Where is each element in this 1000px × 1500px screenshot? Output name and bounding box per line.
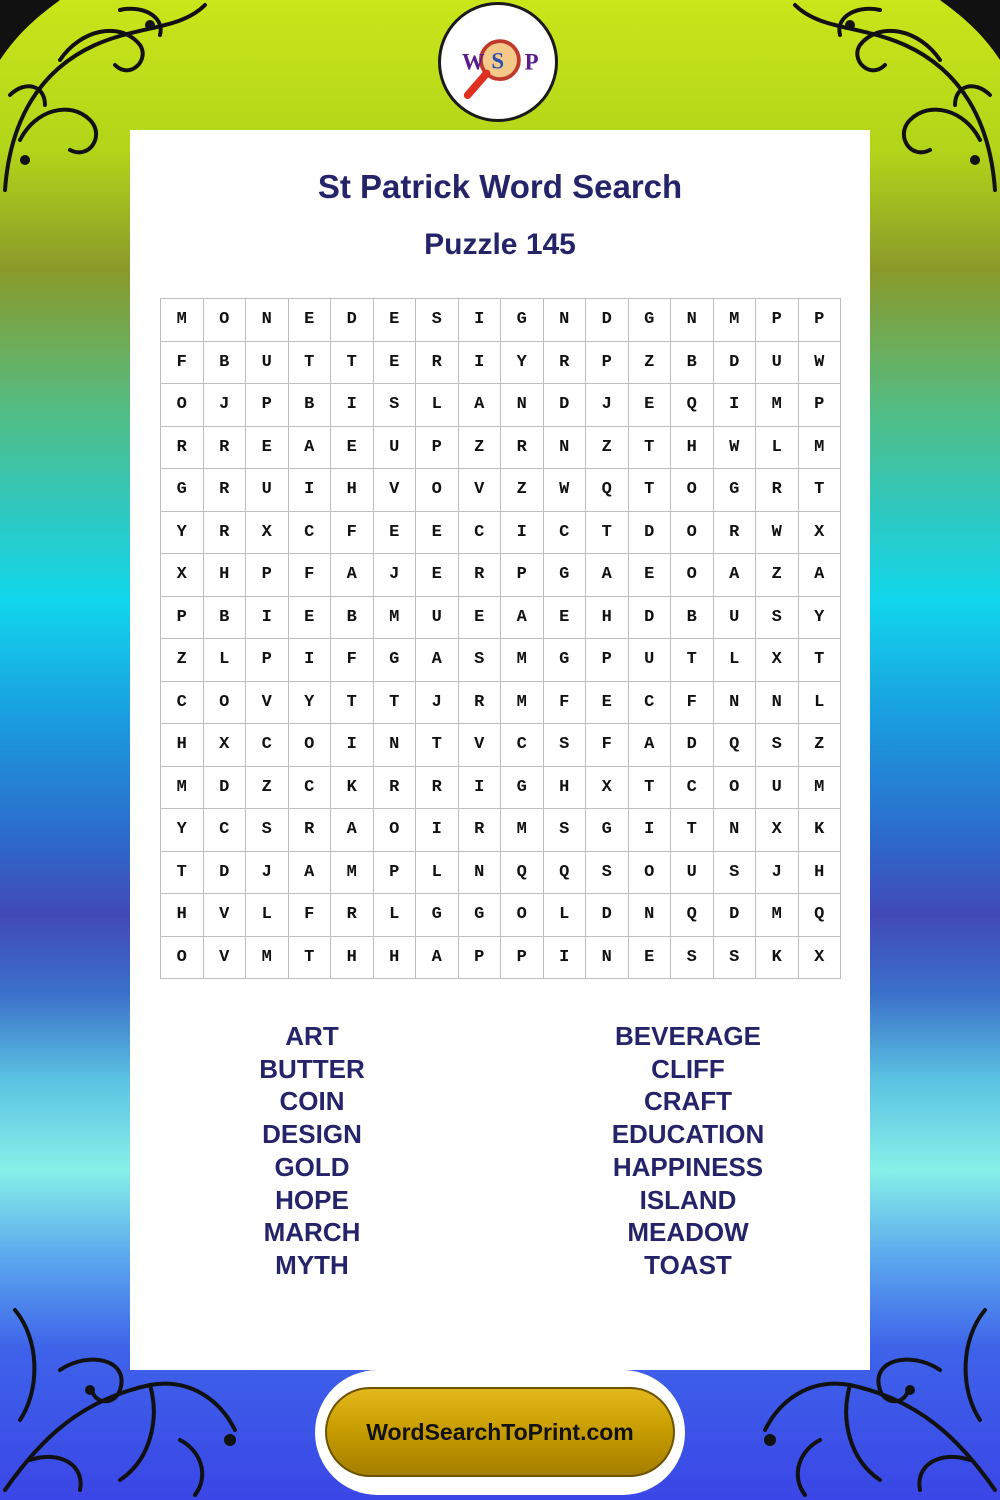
grid-cell[interactable]: L [204, 639, 247, 682]
word-list-left-column [162, 1020, 462, 1282]
grid-cell[interactable]: Q [586, 469, 629, 512]
grid-cell[interactable]: Y [799, 597, 842, 640]
grid-cell[interactable]: X [204, 724, 247, 767]
grid-cell[interactable]: O [289, 724, 332, 767]
grid-cell[interactable]: M [756, 384, 799, 427]
word-list-item: ISLAND [639, 1184, 737, 1215]
grid-cell[interactable]: K [799, 809, 842, 852]
grid-cell[interactable]: P [586, 342, 629, 385]
puzzle-number: Puzzle 145 [424, 228, 576, 261]
grid-cell[interactable]: S [714, 852, 757, 895]
grid-cell[interactable]: Z [799, 724, 842, 767]
grid-cell[interactable]: N [459, 852, 502, 895]
grid-cell[interactable]: U [756, 767, 799, 810]
grid-cell[interactable]: R [416, 767, 459, 810]
grid-cell[interactable]: E [289, 299, 332, 342]
grid-cell[interactable]: A [799, 554, 842, 597]
grid-cell[interactable]: T [374, 682, 417, 725]
grid-cell[interactable]: V [204, 894, 247, 937]
grid-cell[interactable]: L [544, 894, 587, 937]
grid-cell[interactable]: A [289, 427, 332, 470]
grid-cell[interactable]: N [714, 682, 757, 725]
grid-cell[interactable]: P [586, 639, 629, 682]
grid-cell[interactable]: V [204, 937, 247, 980]
grid-cell[interactable]: U [246, 342, 289, 385]
grid-cell[interactable]: D [629, 597, 672, 640]
word-list-item: GOLD [274, 1151, 350, 1182]
grid-cell[interactable]: H [799, 852, 842, 895]
grid-cell[interactable]: Q [501, 852, 544, 895]
word-list-item: HAPPINESS [612, 1151, 764, 1182]
grid-cell[interactable]: A [416, 937, 459, 980]
grid-cell[interactable]: S [756, 597, 799, 640]
grid-cell[interactable]: R [204, 512, 247, 555]
grid-cell[interactable]: M [756, 894, 799, 937]
grid-cell[interactable]: O [714, 767, 757, 810]
grid-cell[interactable]: E [629, 384, 672, 427]
grid-cell[interactable]: I [289, 469, 332, 512]
grid-cell[interactable]: A [331, 554, 374, 597]
grid-cell[interactable]: Y [161, 809, 204, 852]
grid-cell[interactable]: A [331, 809, 374, 852]
grid-cell[interactable]: R [714, 512, 757, 555]
grid-cell[interactable]: O [204, 682, 247, 725]
grid-cell[interactable]: T [331, 342, 374, 385]
grid-cell[interactable]: N [246, 299, 289, 342]
grid-cell[interactable]: H [331, 469, 374, 512]
grid-cell[interactable]: Y [501, 342, 544, 385]
grid-cell[interactable]: S [246, 809, 289, 852]
grid-cell[interactable]: M [246, 937, 289, 980]
grid-cell[interactable]: P [501, 554, 544, 597]
grid-cell[interactable]: V [374, 469, 417, 512]
grid-cell[interactable]: T [586, 512, 629, 555]
grid-cell[interactable]: U [756, 342, 799, 385]
grid-cell[interactable]: C [501, 724, 544, 767]
grid-cell[interactable]: R [459, 809, 502, 852]
grid-cell[interactable]: P [799, 299, 842, 342]
grid-cell[interactable]: I [331, 724, 374, 767]
grid-cell[interactable]: J [756, 852, 799, 895]
grid-cell[interactable]: L [714, 639, 757, 682]
grid-cell[interactable]: S [416, 299, 459, 342]
grid-cell[interactable]: T [331, 682, 374, 725]
grid-cell[interactable]: T [289, 937, 332, 980]
grid-cell[interactable]: W [714, 427, 757, 470]
grid-cell[interactable]: E [374, 512, 417, 555]
grid-cell[interactable]: Z [756, 554, 799, 597]
grid-cell[interactable]: M [799, 767, 842, 810]
grid-cell[interactable]: X [756, 809, 799, 852]
grid-cell[interactable]: U [629, 639, 672, 682]
grid-cell[interactable]: B [671, 342, 714, 385]
grid-cell[interactable]: N [501, 384, 544, 427]
grid-cell[interactable]: U [714, 597, 757, 640]
grid-cell[interactable]: E [246, 427, 289, 470]
grid-cell[interactable]: A [289, 852, 332, 895]
grid-cell[interactable]: B [204, 597, 247, 640]
grid-cell[interactable]: E [629, 937, 672, 980]
grid-cell[interactable]: G [459, 894, 502, 937]
grid-cell[interactable]: G [714, 469, 757, 512]
grid-cell[interactable]: O [671, 469, 714, 512]
grid-cell[interactable]: D [714, 342, 757, 385]
grid-cell[interactable]: D [586, 299, 629, 342]
grid-cell[interactable]: G [544, 554, 587, 597]
grid-cell[interactable]: A [501, 597, 544, 640]
grid-cell[interactable]: I [629, 809, 672, 852]
grid-cell[interactable]: I [246, 597, 289, 640]
grid-cell[interactable]: P [501, 937, 544, 980]
grid-cell[interactable]: E [544, 597, 587, 640]
grid-cell[interactable]: N [544, 299, 587, 342]
grid-cell[interactable]: C [161, 682, 204, 725]
grid-cell[interactable]: J [586, 384, 629, 427]
grid-cell[interactable]: R [161, 427, 204, 470]
grid-cell[interactable]: Q [714, 724, 757, 767]
grid-cell[interactable]: Q [671, 384, 714, 427]
grid-cell[interactable]: C [459, 512, 502, 555]
grid-cell[interactable]: X [799, 937, 842, 980]
grid-cell[interactable]: J [246, 852, 289, 895]
grid-cell[interactable]: H [544, 767, 587, 810]
grid-cell[interactable]: G [374, 639, 417, 682]
grid-cell[interactable]: O [671, 554, 714, 597]
grid-cell[interactable]: J [416, 682, 459, 725]
grid-cell[interactable]: I [714, 384, 757, 427]
grid-cell[interactable]: I [416, 809, 459, 852]
grid-cell[interactable]: J [374, 554, 417, 597]
grid-cell[interactable]: T [671, 809, 714, 852]
grid-cell[interactable]: B [204, 342, 247, 385]
grid-cell[interactable]: H [161, 894, 204, 937]
grid-cell[interactable]: D [629, 512, 672, 555]
word-list-right-column [538, 1020, 838, 1282]
grid-cell[interactable]: P [161, 597, 204, 640]
grid-cell[interactable]: F [289, 894, 332, 937]
grid-cell[interactable]: P [756, 299, 799, 342]
grid-cell[interactable]: O [374, 809, 417, 852]
grid-cell[interactable]: X [799, 512, 842, 555]
logo-letter-p: P [524, 49, 539, 75]
grid-cell[interactable]: G [629, 299, 672, 342]
grid-cell[interactable]: X [586, 767, 629, 810]
grid-cell[interactable]: R [204, 427, 247, 470]
grid-cell[interactable]: E [289, 597, 332, 640]
grid-cell[interactable]: V [459, 724, 502, 767]
grid-cell[interactable]: E [374, 342, 417, 385]
grid-cell[interactable]: I [459, 342, 502, 385]
grid-cell[interactable]: I [544, 937, 587, 980]
grid-cell[interactable]: A [629, 724, 672, 767]
grid-cell[interactable]: G [416, 894, 459, 937]
grid-cell[interactable]: W [756, 512, 799, 555]
grid-cell[interactable]: H [671, 427, 714, 470]
grid-cell[interactable]: O [416, 469, 459, 512]
grid-cell[interactable]: J [204, 384, 247, 427]
grid-cell[interactable]: D [204, 767, 247, 810]
word-list-item: CLIFF [651, 1053, 725, 1084]
grid-cell[interactable]: N [756, 682, 799, 725]
grid-cell[interactable]: X [161, 554, 204, 597]
word-list-item: MARCH [263, 1217, 361, 1248]
word-list-item: MYTH [275, 1249, 349, 1280]
grid-cell[interactable]: Z [161, 639, 204, 682]
grid-cell[interactable]: H [204, 554, 247, 597]
grid-cell[interactable]: T [799, 639, 842, 682]
grid-cell[interactable]: G [161, 469, 204, 512]
grid-cell[interactable]: N [374, 724, 417, 767]
grid-cell[interactable]: C [246, 724, 289, 767]
word-list-item: BEVERAGE [615, 1021, 761, 1051]
grid-cell[interactable]: H [161, 724, 204, 767]
grid-cell[interactable]: E [331, 427, 374, 470]
grid-cell[interactable]: E [416, 554, 459, 597]
grid-cell[interactable]: K [756, 937, 799, 980]
grid-cell[interactable]: L [416, 384, 459, 427]
grid-cell[interactable]: H [331, 937, 374, 980]
letter-grid [160, 298, 841, 979]
grid-cell[interactable]: F [331, 639, 374, 682]
grid-cell[interactable]: C [544, 512, 587, 555]
grid-cell[interactable]: I [331, 384, 374, 427]
grid-cell[interactable]: D [544, 384, 587, 427]
grid-cell[interactable]: A [586, 554, 629, 597]
grid-cell[interactable]: R [459, 682, 502, 725]
page-title: St Patrick Word Search [317, 168, 683, 205]
grid-cell[interactable]: C [289, 767, 332, 810]
grid-cell[interactable]: M [799, 427, 842, 470]
grid-cell[interactable]: F [289, 554, 332, 597]
grid-cell[interactable]: V [246, 682, 289, 725]
grid-cell[interactable]: T [416, 724, 459, 767]
grid-cell[interactable]: B [671, 597, 714, 640]
grid-cell[interactable]: S [459, 639, 502, 682]
grid-cell[interactable]: M [161, 767, 204, 810]
word-list-item: CRAFT [643, 1086, 733, 1117]
grid-cell[interactable]: N [544, 427, 587, 470]
grid-cell[interactable]: N [671, 299, 714, 342]
word-list-item: COIN [279, 1086, 345, 1117]
grid-cell[interactable]: L [246, 894, 289, 937]
grid-cell[interactable]: R [289, 809, 332, 852]
grid-cell[interactable]: P [374, 852, 417, 895]
grid-cell[interactable]: F [671, 682, 714, 725]
grid-cell[interactable]: S [544, 724, 587, 767]
grid-cell[interactable]: P [246, 554, 289, 597]
word-list-item: TOAST [644, 1249, 732, 1280]
logo-letter-s: S [491, 48, 505, 74]
grid-cell[interactable]: L [799, 682, 842, 725]
grid-cell[interactable]: O [204, 299, 247, 342]
grid-cell[interactable]: N [629, 894, 672, 937]
grid-cell[interactable]: C [289, 512, 332, 555]
grid-cell[interactable]: Y [289, 682, 332, 725]
grid-cell[interactable]: M [331, 852, 374, 895]
grid-cell[interactable]: D [671, 724, 714, 767]
grid-cell[interactable]: A [459, 384, 502, 427]
grid-cell[interactable]: E [374, 299, 417, 342]
grid-cell[interactable]: X [756, 639, 799, 682]
grid-cell[interactable]: D [204, 852, 247, 895]
grid-cell[interactable]: P [459, 937, 502, 980]
grid-cell[interactable]: R [756, 469, 799, 512]
grid-cell[interactable]: M [714, 299, 757, 342]
word-list-item: ART [285, 1021, 339, 1051]
logo-letter-w: W [461, 49, 485, 75]
grid-cell[interactable]: R [204, 469, 247, 512]
grid-cell[interactable]: D [586, 894, 629, 937]
grid-cell[interactable]: I [459, 767, 502, 810]
grid-cell[interactable]: C [629, 682, 672, 725]
grid-cell[interactable]: B [289, 384, 332, 427]
grid-cell[interactable]: A [416, 639, 459, 682]
grid-cell[interactable]: Q [671, 894, 714, 937]
grid-cell[interactable]: R [416, 342, 459, 385]
grid-cell[interactable]: H [586, 597, 629, 640]
grid-cell[interactable]: I [289, 639, 332, 682]
grid-cell[interactable]: R [544, 342, 587, 385]
grid-cell[interactable]: T [799, 469, 842, 512]
grid-cell[interactable]: E [586, 682, 629, 725]
site-logo[interactable] [438, 2, 558, 122]
grid-cell[interactable]: S [714, 937, 757, 980]
grid-cell[interactable]: T [629, 427, 672, 470]
grid-cell[interactable]: R [331, 894, 374, 937]
grid-cell[interactable]: R [459, 554, 502, 597]
grid-cell[interactable]: E [629, 554, 672, 597]
grid-cell[interactable]: T [629, 767, 672, 810]
grid-cell[interactable]: O [629, 852, 672, 895]
grid-cell[interactable]: E [459, 597, 502, 640]
grid-cell[interactable]: D [331, 299, 374, 342]
grid-cell[interactable]: S [544, 809, 587, 852]
grid-cell[interactable]: Z [459, 427, 502, 470]
grid-cell[interactable]: L [756, 427, 799, 470]
grid-cell[interactable]: F [331, 512, 374, 555]
grid-cell[interactable]: B [331, 597, 374, 640]
grid-cell[interactable]: Q [799, 894, 842, 937]
grid-cell[interactable]: M [501, 639, 544, 682]
grid-cell[interactable]: O [161, 384, 204, 427]
grid-cell[interactable]: P [246, 384, 289, 427]
grid-cell[interactable]: E [416, 512, 459, 555]
grid-cell[interactable]: P [416, 427, 459, 470]
grid-cell[interactable]: C [204, 809, 247, 852]
grid-cell[interactable]: V [459, 469, 502, 512]
word-list-item: BUTTER [259, 1053, 365, 1084]
grid-cell[interactable]: T [289, 342, 332, 385]
grid-cell[interactable]: U [416, 597, 459, 640]
grid-cell[interactable]: G [586, 809, 629, 852]
grid-cell[interactable]: U [374, 427, 417, 470]
grid-cell[interactable]: R [374, 767, 417, 810]
grid-cell[interactable]: Q [544, 852, 587, 895]
grid-cell[interactable]: N [586, 937, 629, 980]
grid-cell[interactable]: Z [501, 469, 544, 512]
grid-cell[interactable]: U [671, 852, 714, 895]
grid-cell[interactable]: S [586, 852, 629, 895]
grid-cell[interactable]: T [629, 469, 672, 512]
grid-cell[interactable]: G [501, 299, 544, 342]
website-link-button[interactable]: WordSearchToPrint.com [325, 1387, 675, 1477]
magnifier-logo-icon [441, 5, 555, 119]
grid-cell[interactable]: G [501, 767, 544, 810]
grid-cell[interactable]: F [161, 342, 204, 385]
grid-cell[interactable]: D [714, 894, 757, 937]
grid-cell[interactable]: Z [246, 767, 289, 810]
grid-cell[interactable]: P [246, 639, 289, 682]
grid-cell[interactable]: A [714, 554, 757, 597]
grid-cell[interactable]: Z [586, 427, 629, 470]
grid-cell[interactable]: S [756, 724, 799, 767]
grid-cell[interactable]: K [331, 767, 374, 810]
grid-cell[interactable]: R [501, 427, 544, 470]
grid-cell[interactable]: O [161, 937, 204, 980]
grid-cell[interactable]: M [501, 809, 544, 852]
grid-cell[interactable]: P [799, 384, 842, 427]
footer-pill [315, 1370, 685, 1495]
grid-cell[interactable]: M [374, 597, 417, 640]
grid-cell[interactable]: F [544, 682, 587, 725]
grid-cell[interactable]: G [544, 639, 587, 682]
grid-cell[interactable]: M [161, 299, 204, 342]
grid-cell[interactable]: L [374, 894, 417, 937]
word-list-item: MEADOW [627, 1217, 749, 1248]
grid-cell[interactable]: S [671, 937, 714, 980]
grid-cell[interactable]: U [246, 469, 289, 512]
grid-cell[interactable]: O [671, 512, 714, 555]
word-list-item: EDUCATION [611, 1119, 765, 1150]
grid-cell[interactable]: W [799, 342, 842, 385]
grid-cell[interactable]: T [161, 852, 204, 895]
grid-cell[interactable]: Z [629, 342, 672, 385]
grid-cell[interactable]: S [374, 384, 417, 427]
grid-cell[interactable]: M [501, 682, 544, 725]
grid-cell[interactable]: L [416, 852, 459, 895]
grid-cell[interactable]: F [586, 724, 629, 767]
grid-cell[interactable]: T [671, 639, 714, 682]
grid-cell[interactable]: X [246, 512, 289, 555]
grid-cell[interactable]: O [501, 894, 544, 937]
grid-cell[interactable]: H [374, 937, 417, 980]
grid-cell[interactable]: Y [161, 512, 204, 555]
word-list-item: HOPE [275, 1184, 349, 1215]
grid-cell[interactable]: I [459, 299, 502, 342]
grid-cell[interactable]: I [501, 512, 544, 555]
grid-cell[interactable]: N [714, 809, 757, 852]
grid-cell[interactable]: C [671, 767, 714, 810]
grid-cell[interactable]: W [544, 469, 587, 512]
puzzle-panel [130, 130, 870, 1370]
word-list-item: DESIGN [262, 1119, 362, 1150]
